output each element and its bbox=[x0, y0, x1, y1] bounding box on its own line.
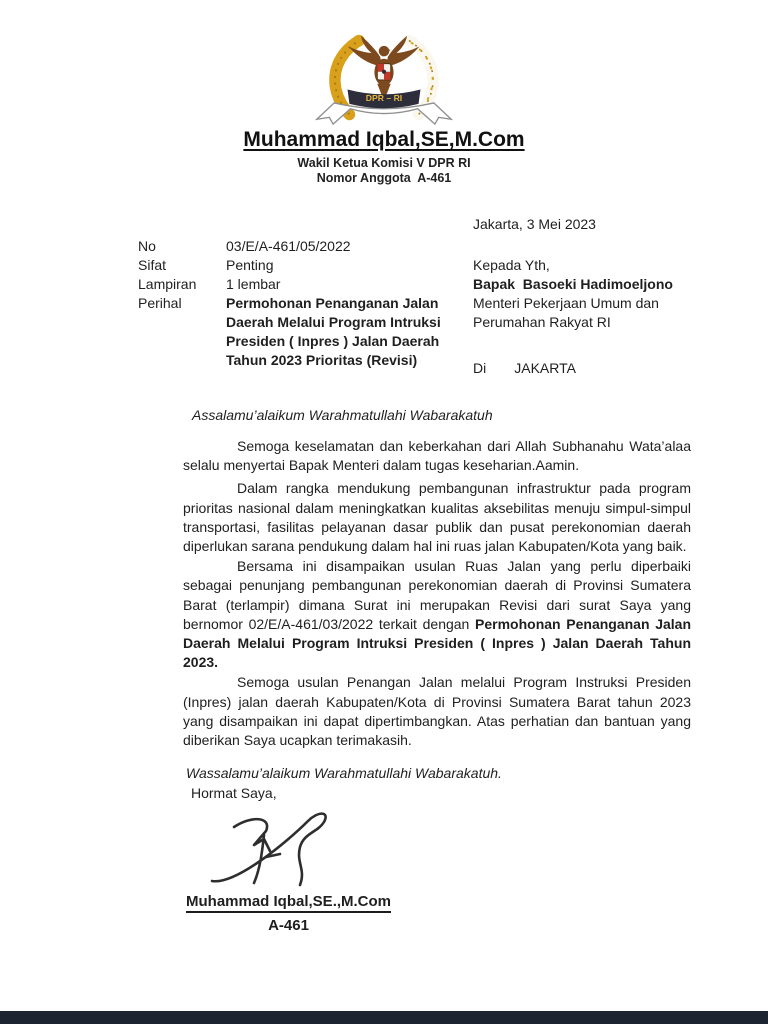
letter-meta bbox=[138, 237, 478, 370]
signer-name: Muhammad Iqbal,SE.,M.Com bbox=[186, 893, 391, 913]
recipient-title-2: Perumahan Rakyat RI bbox=[473, 314, 611, 330]
paragraph-2 bbox=[183, 479, 691, 556]
meta-label-perihal: Perihal bbox=[138, 295, 182, 311]
recipient-di: Di bbox=[473, 360, 487, 376]
meta-row-lampiran bbox=[138, 275, 478, 294]
letterhead-member-number: Nomor Anggota A-461 bbox=[316, 171, 452, 185]
letterhead-name: Muhammad Iqbal,SE,M.Com bbox=[243, 128, 525, 151]
signer-block bbox=[186, 893, 391, 934]
meta-value-sifat: Penting bbox=[226, 257, 274, 273]
emblem-banner-text: DPR – RI bbox=[365, 93, 403, 104]
paragraph-3-bold-text: Permohonan Penanganan Jalan Daerah Melalui Program Intruksi Presiden ( Inpres ) Jalan Daerah Tahun 2023. bbox=[183, 615, 691, 671]
closing-salutation: Wassalamu’alaikum Warahmatullahi Wabarakatuh. bbox=[186, 765, 502, 781]
viewer-footer-bar bbox=[0, 1011, 768, 1024]
spacer bbox=[473, 332, 673, 359]
paragraph-4 bbox=[183, 673, 691, 750]
recipient-kepada: Kepada Yth, bbox=[473, 257, 550, 273]
letter-body bbox=[183, 437, 691, 751]
meta-label-sifat: Sifat bbox=[138, 257, 167, 273]
meta-value-perihal: Permohonan Penanganan Jalan Daerah Melalui Program Intruksi Presiden ( Inpres ) Jalan Daerah Tahun 2023 Prioritas (Revisi) bbox=[226, 295, 441, 368]
closing-hormat: Hormat Saya, bbox=[191, 785, 277, 801]
paragraph-3 bbox=[183, 557, 691, 672]
recipient-city: JAKARTA bbox=[514, 360, 576, 376]
recipient-city-line bbox=[473, 359, 673, 378]
letterhead-title: Wakil Ketua Komisi V DPR RI bbox=[297, 156, 471, 170]
closing-block bbox=[186, 765, 502, 934]
signature-icon bbox=[208, 805, 338, 891]
letterhead bbox=[0, 30, 768, 186]
meta-row-sifat bbox=[138, 256, 478, 275]
paragraph-3-text: Bersama ini disampaikan usulan Ruas Jalan yang perlu diperbaiki sebagai penunjang pembangunan perekonomian daerah di Provinsi Sumatera Barat (terlampir) dimana Surat ini merupakan Revisi dari surat Saya yang bernomor 02/E/A-461/03/2022 terkait dengan bbox=[183, 558, 691, 632]
recipient-name: Bapak Basoeki Hadimoeljono bbox=[473, 276, 673, 292]
paragraph-2-text: Dalam rangka mendukung pembangunan infrastruktur pada program prioritas nasional dalam meningkatkan kualitas aksebilitas menuju simpul-simpul transportasi, fasilitas pelayanan dasar publik dan pusat perekonomian daerah diperlukan sarana pendukung dalam hal ini ruas jalan Kabupaten/Kota yang baik. bbox=[183, 480, 691, 555]
paragraph-4-text: Semoga usulan Penangan Jalan melalui Program Instruksi Presiden (Inpres) jalan daerah Kabupaten/Kota di Provinsi Sumatera Barat tahun 2023 yang disampaikan ini dapat dipertimbangkan. Atas perhatian dan bantuan yang diberikan Saya ucapkan terimakasih. bbox=[183, 674, 691, 749]
recipient-block bbox=[473, 256, 673, 378]
meta-row-no bbox=[138, 237, 478, 256]
recipient-title-1: Menteri Pekerjaan Umum dan bbox=[473, 295, 659, 311]
meta-row-perihal bbox=[138, 294, 478, 370]
meta-label-lampiran: Lampiran bbox=[138, 276, 197, 292]
emblem-banner bbox=[348, 90, 421, 109]
opening-salutation: Assalamu’alaikum Warahmatullahi Wabarakatuh bbox=[192, 407, 493, 423]
meta-value-lampiran: 1 lembar bbox=[226, 276, 281, 292]
meta-label-no: No bbox=[138, 238, 156, 254]
paragraph-1 bbox=[183, 437, 691, 475]
paragraph-1-text: Semoga keselamatan dan keberkahan dari Allah Subhanahu Wata’alaa selalu menyertai Bapak Menteri dalam tugas keseharian.Aamin. bbox=[183, 438, 691, 474]
meta-value-no: 03/E/A-461/05/2022 bbox=[226, 238, 351, 254]
signer-member-number: A-461 bbox=[268, 917, 309, 934]
date-line: Jakarta, 3 Mei 2023 bbox=[473, 216, 596, 232]
dpr-ri-emblem-logo bbox=[295, 30, 473, 126]
